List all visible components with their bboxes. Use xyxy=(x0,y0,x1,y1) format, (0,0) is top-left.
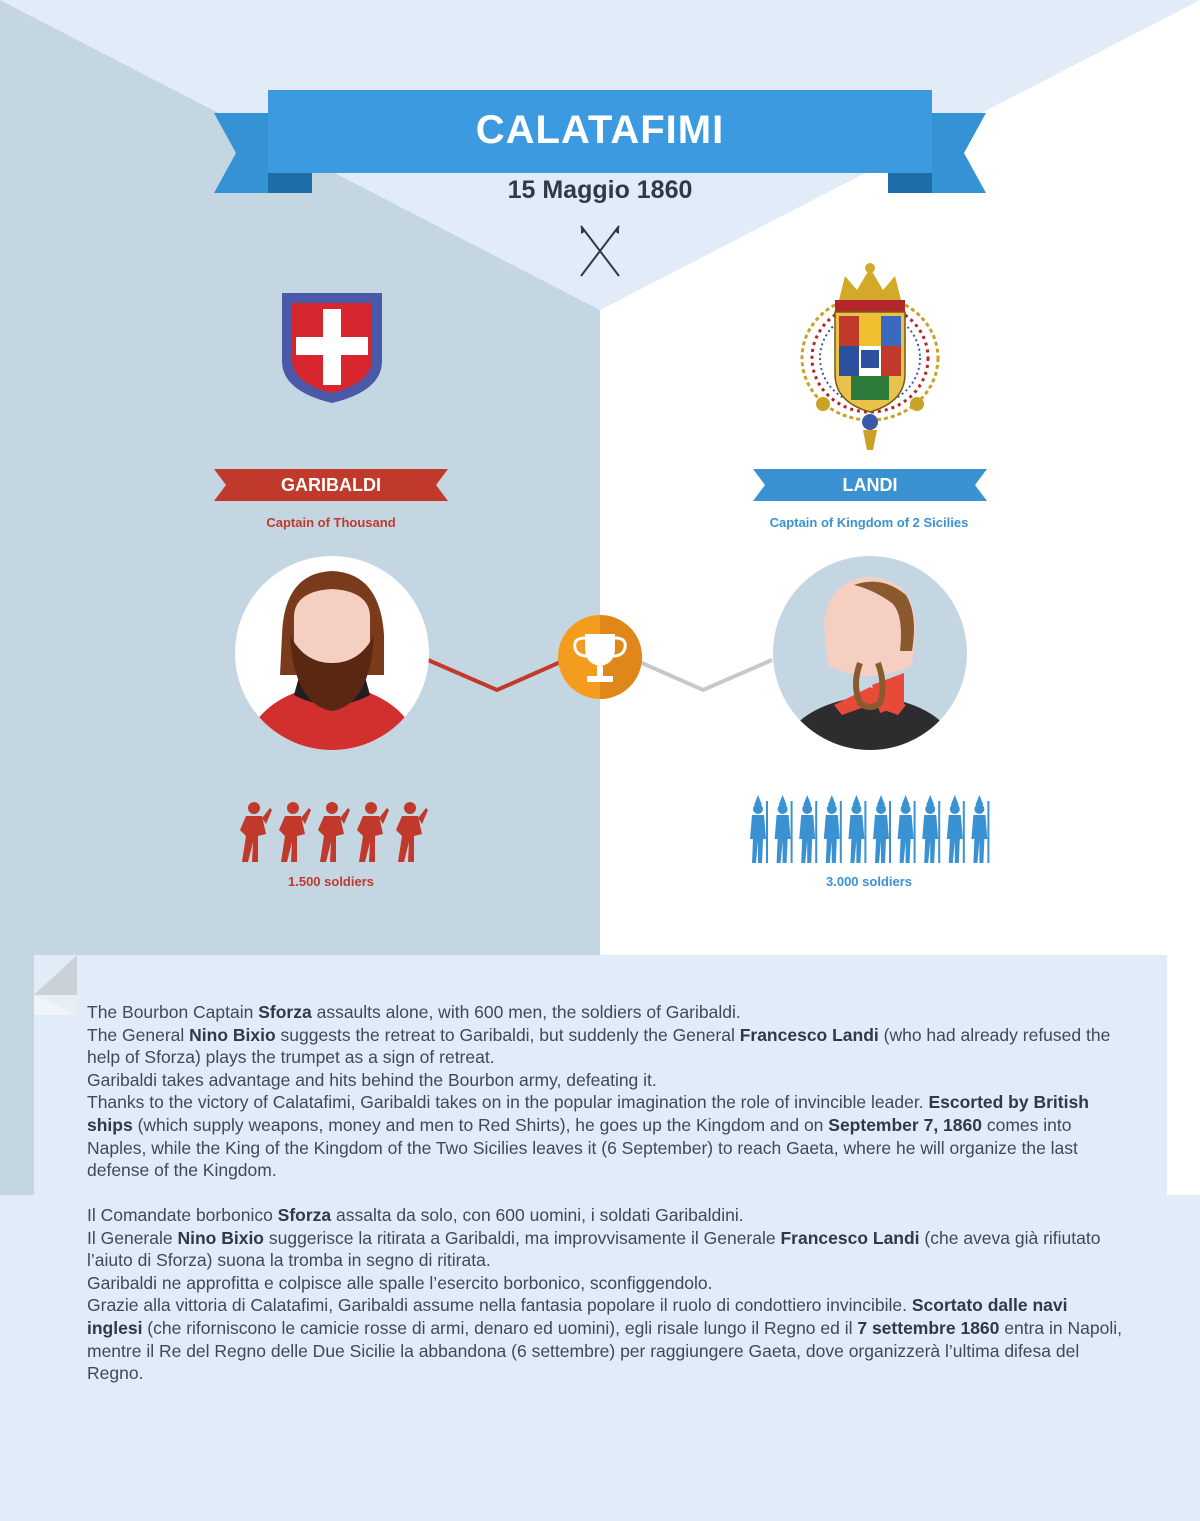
english-line-2: The General Nino Bixio suggests the retreat to Garibaldi, but suddenly the General Francesco Landi (who had already refused the help of Sforza) plays the trumpet as a sign of retreat. xyxy=(87,1024,1111,1068)
soldier-icon xyxy=(898,795,916,863)
english-line-3: Garibaldi takes advantage and hits behind the Bourbon army, defeating it. xyxy=(87,1069,657,1090)
soldier-icon xyxy=(971,795,989,863)
trophy-icon xyxy=(557,614,643,700)
soldier-icon xyxy=(799,795,817,863)
italian-text xyxy=(87,1204,1127,1385)
soldier-icon xyxy=(775,795,793,863)
soldier-icon xyxy=(396,802,428,862)
soldier-icon xyxy=(873,795,891,863)
italian-line-4: Grazie alla vittoria di Calatafimi, Garibaldi assume nella fantasia popolare il ruolo di condottiero invincibile. Scortato dalle navi inglesi (che riforniscono le camicie rosse di armi, denaro ed uomini), egli risale lungo il Regno ed il 7 settembre 1860 entra in Napoli, mentre il Re del Regno delle Due Sicilie la abbandona (6 settembre) per raggiungere Gaeta, dove organizzerà l’ultima difesa del Regno. xyxy=(87,1295,1122,1384)
soldier-icon xyxy=(318,802,350,862)
english-line-1: The Bourbon Captain Sforza assaults alone, with 600 men, the soldiers of Garibaldi. xyxy=(87,1002,741,1022)
soldier-icon xyxy=(922,795,940,863)
landi-soldiers-count: 3.000 soldiers xyxy=(826,874,912,889)
english-text xyxy=(87,1001,1127,1182)
english-line-4: Thanks to the victory of Calatafimi, Garibaldi takes on in the popular imagination the role of invincible leader. Escorted by British ships (which supply weapons, money and men to Red Shirts), he goes up the Kingdom and on September 7, 1860 comes into Naples, while the King of the Kingdom of the Two Sicilies leaves it (6 September) to reach Gaeta, where he will organize the last defense of the Kingdom. xyxy=(87,1092,1089,1181)
landi-name: LANDI xyxy=(842,475,898,495)
landi-soldiers-pictogram xyxy=(748,795,994,865)
soldier-icon xyxy=(357,802,389,862)
italian-line-3: Garibaldi ne approfitta e colpisce alle spalle l’esercito borbonico, sconfiggendolo. xyxy=(87,1272,713,1293)
soldier-icon xyxy=(750,795,768,863)
page-title: CALATAFIMI xyxy=(475,108,725,152)
landi-portrait xyxy=(772,555,968,751)
soldier-icon xyxy=(848,795,866,863)
garibaldi-subtitle: Captain of Thousand xyxy=(266,515,396,530)
italian-line-2: Il Generale Nino Bixio suggerisce la ritirata a Garibaldi, ma improvvisamente il Generale Francesco Landi (che aveva già rifiutato l’aiuto di Sforza) suona la tromba in segno di ritirata. xyxy=(87,1227,1101,1271)
garibaldi-soldiers-pictogram xyxy=(236,800,430,864)
soldier-icon xyxy=(240,802,272,862)
garibaldi-soldiers-count: 1.500 soldiers xyxy=(288,874,374,889)
garibaldi-name: GARIBALDI xyxy=(281,475,381,495)
soldier-icon xyxy=(279,802,311,862)
soldier-icon xyxy=(824,795,842,863)
italian-line-1: Il Comandate borbonico Sforza assalta da solo, con 600 uomini, i soldati Garibaldini. xyxy=(87,1205,744,1225)
battle-date: 15 Maggio 1860 xyxy=(507,176,693,204)
soldier-icon xyxy=(947,795,965,863)
landi-subtitle: Captain of Kingdom of 2 Sicilies xyxy=(769,515,969,530)
garibaldi-portrait xyxy=(234,555,430,751)
